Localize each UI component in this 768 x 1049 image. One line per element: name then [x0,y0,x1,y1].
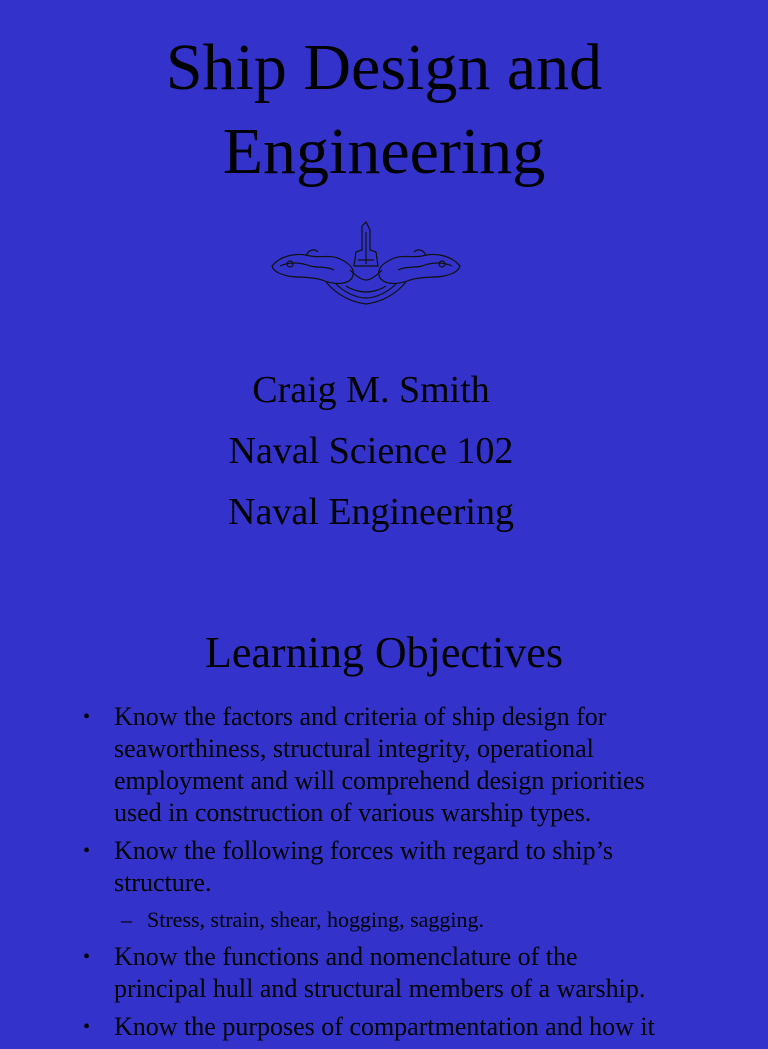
objective-item [0,1011,768,1043]
objective-item [0,701,768,829]
objective-item [0,941,768,1005]
objective-line: used in construction of various warship types. [114,798,592,827]
objective-line: Know the purposes of compartmentation and how it [114,1012,655,1041]
objective-line: principal hull and structural members of a warship. [114,974,646,1003]
bullet-icon: • [83,1016,91,1038]
bullet-icon: • [83,946,91,968]
slide-title [0,26,768,194]
submarine-dolphins-insignia-icon [266,220,466,308]
objective-item [0,835,768,899]
objectives-list [0,701,768,1049]
objective-line: Know the factors and criteria of ship design for [114,702,607,731]
objective-subitem [0,905,768,935]
title-line-2: Engineering [222,115,546,188]
learning-objectives-heading: Learning Objectives [205,628,563,677]
author-block [0,360,742,543]
subject-name: Naval Engineering [228,491,514,533]
title-line-1: Ship Design and [165,31,603,104]
objective-line: Know the functions and nomenclature of the [114,942,578,971]
objective-line: structure. [114,868,212,897]
objective-line: employment and will comprehend design priorities [114,766,645,795]
objective-line: Know the following forces with regard to ship’s [114,836,613,865]
dash-icon: – [121,907,132,932]
author-name: Craig M. Smith [252,369,490,411]
bullet-icon: • [83,840,91,862]
bullet-icon: • [83,706,91,728]
objective-subitem-text: Stress, strain, shear, hogging, sagging. [147,907,485,932]
course-name: Naval Science 102 [228,430,514,472]
objective-line: seaworthiness, structural integrity, operational [114,734,594,763]
